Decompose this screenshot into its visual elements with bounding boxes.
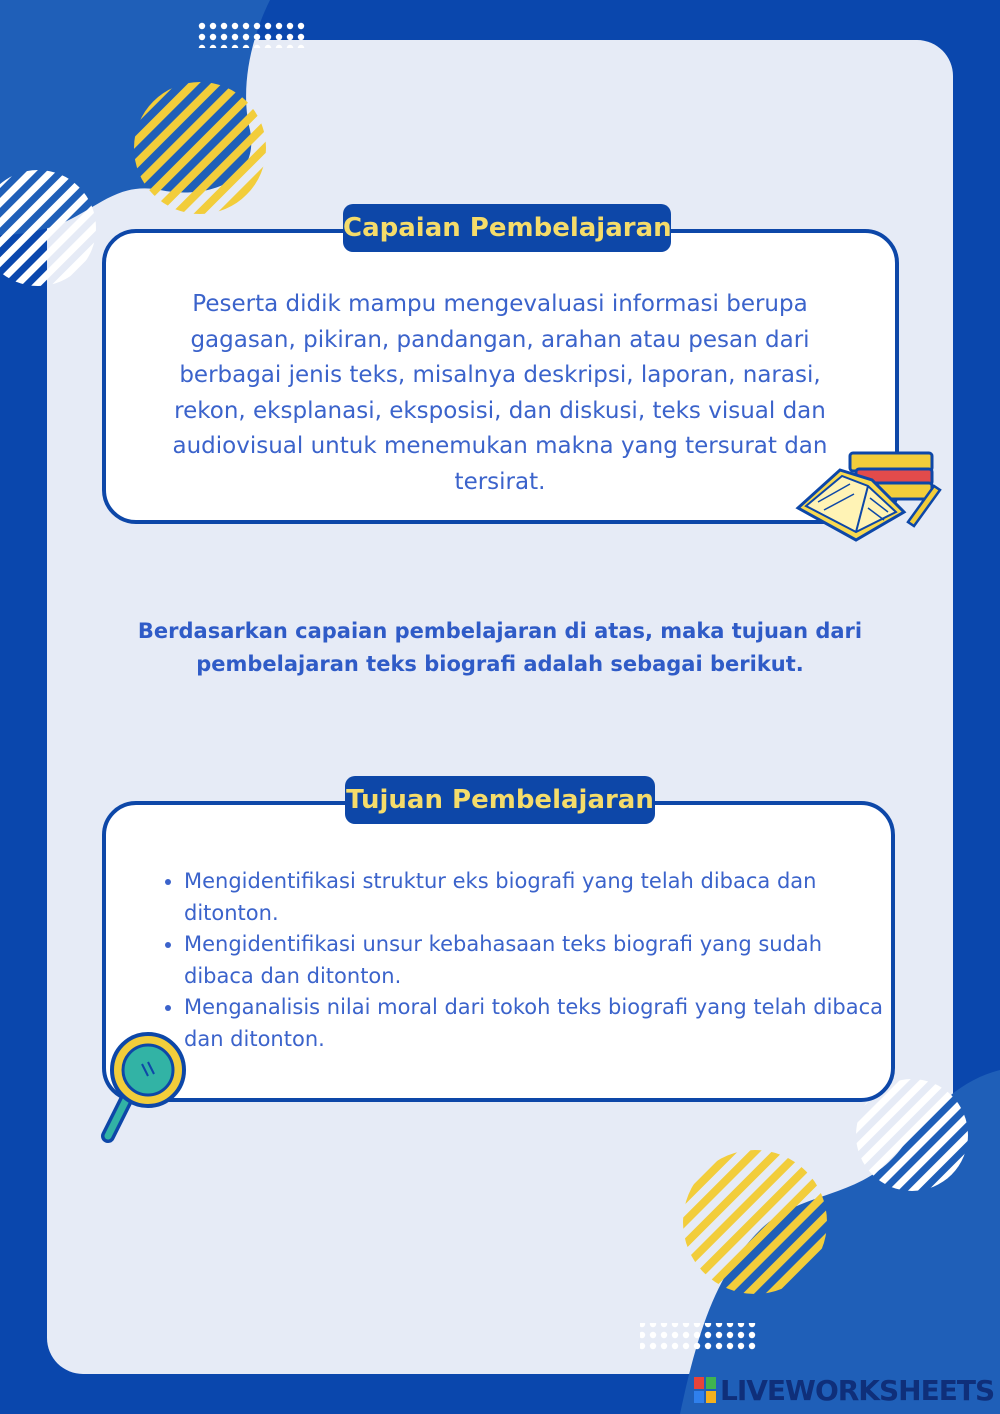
tujuan-title: Tujuan Pembelajaran: [345, 776, 655, 824]
stripe-circle-yellow-bottom: [683, 1150, 827, 1294]
stripe-circle-yellow-top: [134, 82, 266, 214]
bridge-text: Berdasarkan capaian pembelajaran di atas, maka tujuan dari pembelajaran teks biografi adalah sebagai berikut.: [137, 619, 863, 676]
dot-grid-top: [196, 20, 306, 48]
list-item: • Mengidentifikasi struktur eks biografi yang telah dibaca dan ditonton.: [184, 866, 884, 929]
liveworksheets-brand: [694, 1374, 994, 1406]
liveworksheets-logo-icon: [694, 1377, 716, 1403]
capaian-title: Capaian Pembelajaran: [343, 204, 671, 252]
dot-grid-bottom: [640, 1323, 756, 1353]
brand-name: LIVEWORKSHEETS: [720, 1373, 995, 1407]
tujuan-list: [160, 866, 884, 1055]
list-item: • Mengidentifikasi unsur kebahasaan teks biografi yang sudah dibaca dan ditonton.: [184, 929, 884, 992]
list-item: • Menganalisis nilai moral dari tokoh teks biografi yang telah dibaca dan ditonton.: [184, 992, 884, 1055]
capaian-body: Peserta didik mampu mengevaluasi informasi berupa gagasan, pikiran, pandangan, arahan atau pesan dari berbagai jenis teks, misalnya deskripsi, laporan, narasi, rekon, eksplanasi, eksposisi, dan diskusi, teks visual dan audiovisual untuk menemukan makna yang tersurat dan tersirat.: [172, 291, 828, 495]
